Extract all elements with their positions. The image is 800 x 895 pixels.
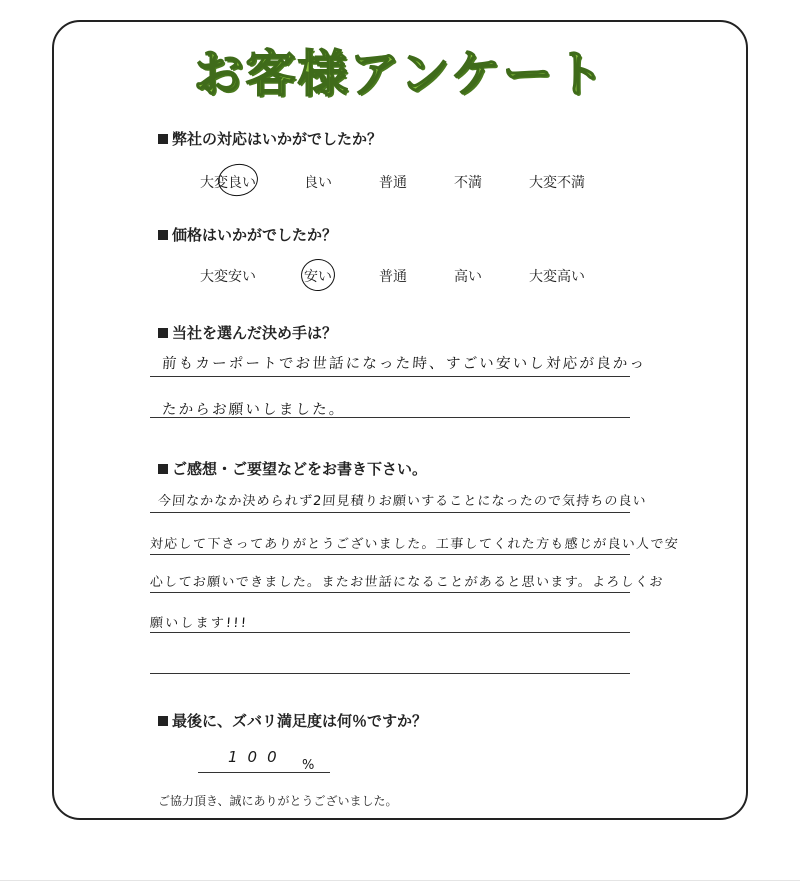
handwritten-answer-line: たからお願いしました。 (161, 402, 347, 418)
service-option[interactable]: 不満 (454, 175, 482, 191)
question-price-text: 価格はいかがでしたか？ (172, 226, 338, 244)
price-option[interactable]: 大変安い (200, 269, 256, 285)
handwritten-answer-line: 心してお願いできました。またお世話になることがあると思います。よろしくお (149, 575, 665, 590)
question-comments (158, 458, 427, 479)
survey-card (52, 20, 748, 820)
price-option[interactable]: 高い (454, 269, 482, 285)
square-bullet-icon (158, 134, 168, 144)
question-reason (158, 322, 337, 343)
price-option[interactable]: 大変高い (529, 269, 585, 285)
service-option[interactable]: 普通 (379, 175, 407, 191)
survey-title: お客様アンケート (193, 45, 607, 103)
question-service (158, 128, 382, 149)
question-price (158, 224, 337, 245)
square-bullet-icon (158, 328, 168, 338)
price-option[interactable]: 普通 (379, 269, 407, 285)
satisfaction-value: 100 (228, 748, 287, 766)
percent-sign: % (302, 758, 315, 773)
service-option[interactable]: 大変良い (200, 175, 256, 191)
question-satisfaction-text: 最後に、ズバリ満足度は何％ですか？ (172, 712, 428, 730)
question-reason-text: 当社を選んだ決め手は？ (172, 324, 338, 342)
answer-rule (150, 417, 630, 418)
square-bullet-icon (158, 230, 168, 240)
square-bullet-icon (158, 464, 168, 474)
answer-rule (150, 673, 630, 674)
answer-rule (150, 512, 630, 513)
question-service-text: 弊社の対応はいかがでしたか？ (172, 130, 383, 148)
question-satisfaction (158, 710, 427, 731)
thank-you-note: ご協力頂き、誠にありがとうございました。 (158, 794, 398, 808)
service-option[interactable]: 大変不満 (529, 175, 585, 191)
satisfaction-rule (198, 772, 330, 773)
square-bullet-icon (158, 716, 168, 726)
price-option[interactable]: 安い (304, 269, 332, 285)
answer-rule (150, 592, 630, 593)
handwritten-answer-line: 対応して下さってありがとうございました。工事してくれた方も感じが良い人で安 (149, 537, 680, 552)
scan-edge-line (0, 880, 800, 881)
answer-rule (150, 376, 630, 377)
answer-rule (150, 632, 630, 633)
answer-rule (150, 554, 630, 555)
handwritten-answer-line: 今回なかなか決められず2回見積りお願いすることになったので気持ちの良い (157, 494, 648, 509)
handwritten-answer-line: 願いします!!! (149, 616, 249, 631)
handwritten-answer-line: 前もカーポートでお世話になった時、すごい安いし対応が良かっ (161, 356, 647, 372)
service-option[interactable]: 良い (304, 175, 332, 191)
question-comments-text: ご感想・ご要望などをお書き下さい。 (172, 460, 428, 478)
